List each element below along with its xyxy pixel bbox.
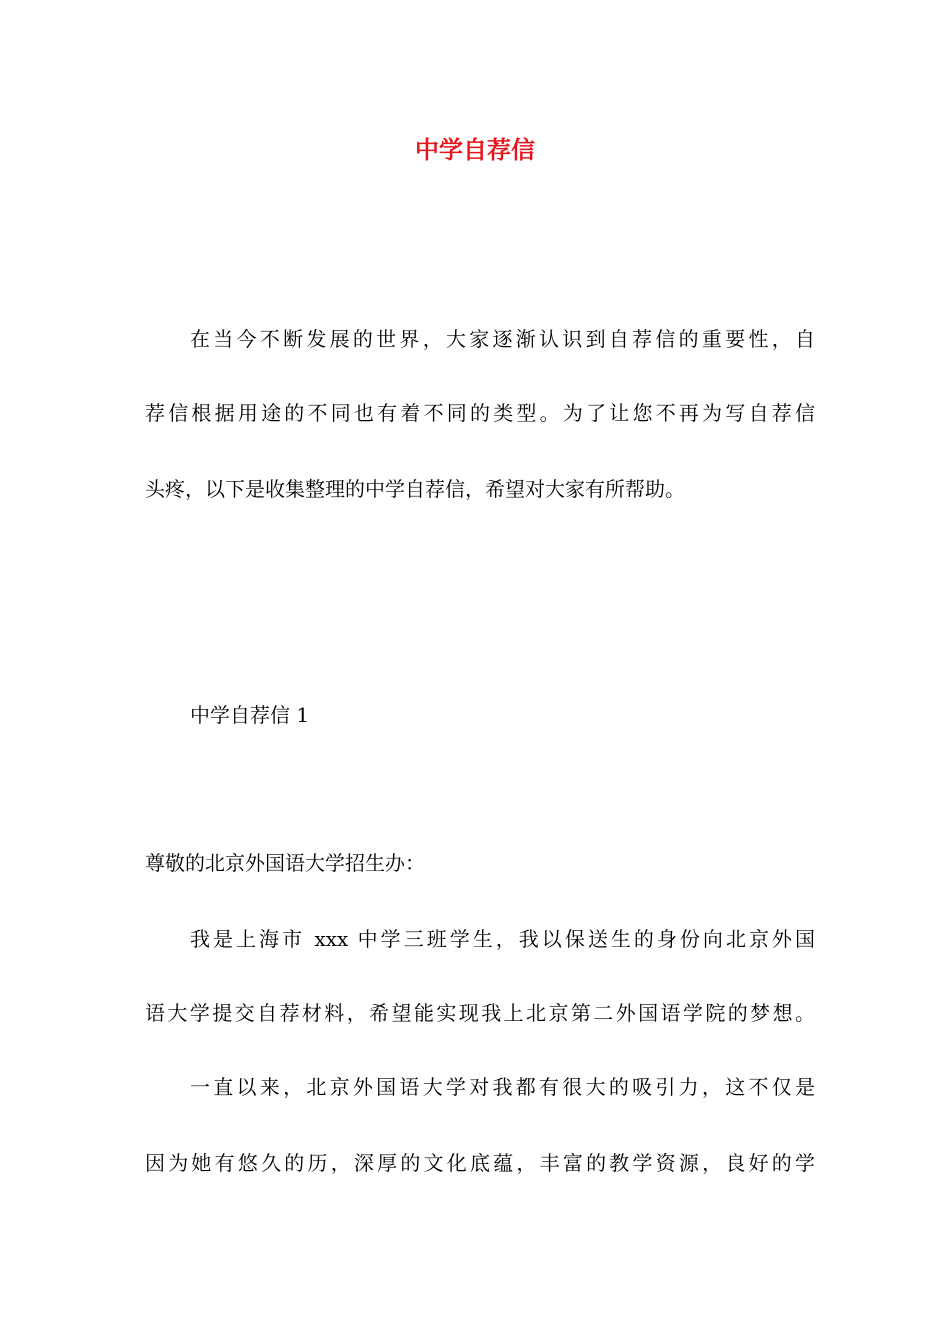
paragraph-1-line-1: 我是上海市 xxx 中学三班学生，我以保送生的身份向北京外国 [190, 927, 815, 951]
paragraph-2-line-1: 一直以来，北京外国语大学对我都有很大的吸引力，这不仅是 [190, 1075, 815, 1099]
salutation: 尊敬的北京外国语大学招生办： [145, 851, 425, 875]
paragraph-2-line-2: 因为她有悠久的历，深厚的文化底蕴，丰富的教学资源，良好的学 [145, 1151, 815, 1175]
paragraph-1-line-2: 语大学提交自荐材料，希望能实现我上北京第二外国语学院的梦想。 [145, 1001, 815, 1025]
intro-line-2: 荐信根据用途的不同也有着不同的类型。为了让您不再为写自荐信 [145, 401, 815, 425]
intro-line-1: 在当今不断发展的世界，大家逐渐认识到自荐信的重要性，自 [190, 327, 815, 351]
section-heading: 中学自荐信 1 [190, 703, 310, 727]
intro-line-3: 头疼，以下是收集整理的中学自荐信，希望对大家有所帮助。 [145, 477, 685, 501]
document-title: 中学自荐信 [415, 135, 535, 164]
